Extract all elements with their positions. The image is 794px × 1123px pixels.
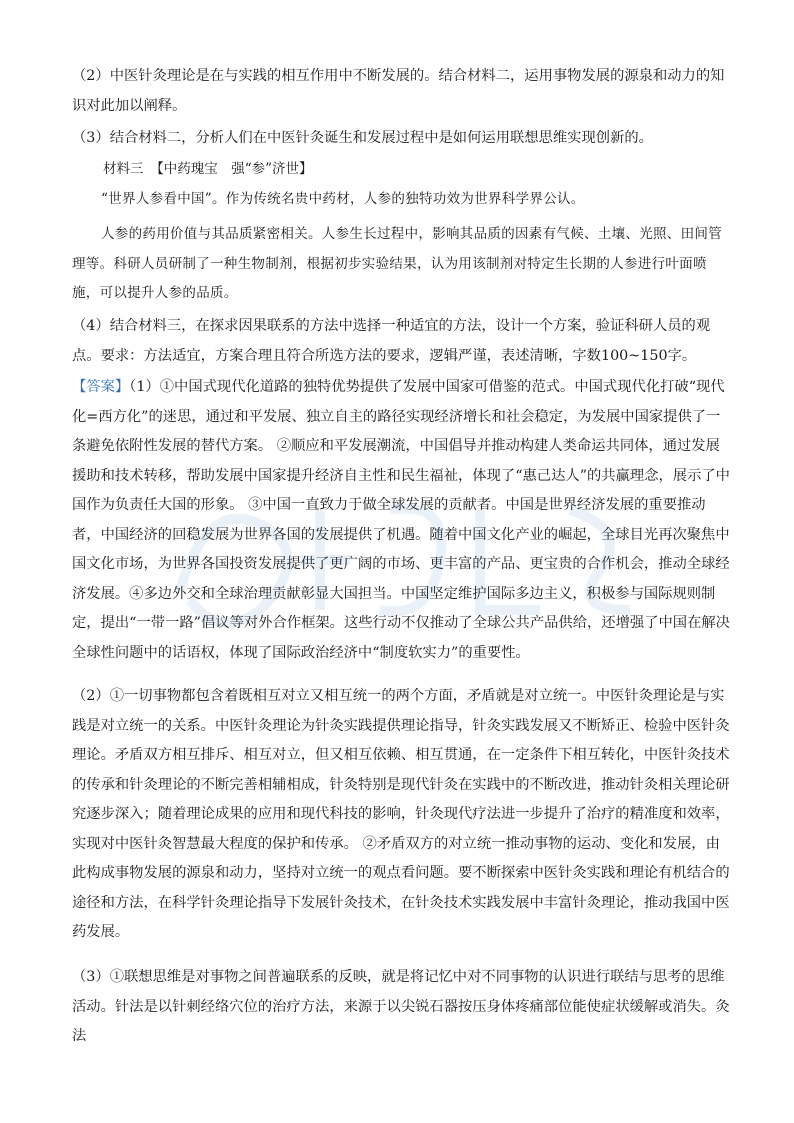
question-4: （4）结合材料三，在探求因果联系的方法中选择一种适宜的方法，设计一个方案，验证科研人员的观点。要求：方法适宜，方案合理且符合所选方法的要求，逻辑严谨，表述清晰，字数100~150字。: [72, 318, 711, 364]
question-3: （3）结合材料二，分析人们在中医针灸诞生和发展过程中是如何运用联想思维实现创新的。: [72, 130, 653, 146]
answer-3: （3）①联想思维是对事物之间普遍联系的反映，就是将记忆中对不同事物的认识进行联结与思考的思维活动。针法是以针刺经络穴位的治疗方法，来源于以尖锐石器按压身体疼痛部位能使症状缓解或消失。灸法: [72, 969, 730, 1044]
answer-tag: 【答案】: [72, 379, 130, 395]
material-3-title: 材料三 【中药瑰宝 强“参”济世】: [103, 161, 313, 177]
question-2: （2）中医针灸理论是在与实践的相互作用中不断发展的。结合材料二，运用事物发展的源泉和动力的知识对此加以阐释。: [72, 68, 725, 114]
material-3-paragraph-2: 人参的药用价值与其品质紧密相关。人参生长过程中，影响其品质的因素有气候、土壤、光照、田间管理等。科研人员研制了一种生物制剂，根据初步实验结果，认为用该制剂对特定生长期的人参进行叶面喷施，可以提升人参的品质。: [72, 226, 722, 301]
material-3-paragraph-1: “世界人参看中国”。作为传统名贵中药材，人参的独特功效为世界科学界公认。: [101, 191, 585, 207]
answer-1-text: （1）①中国式现代化道路的独特优势提供了发展中国家可借鉴的范式。中国式现代化打破“现代化=西方化”的迷思，通过和平发展、独立自主的路径实现经济增长和社会稳定，为发展中国家提供了一条避免依附性发展的替代方案。 ②顺应和平发展潮流，中国倡导并推动构建人类命运共同体，通过发展援助和技术转移，帮助发展中国家提升经济自主性和民生福祉，体现了“惠己达人”的共赢理念，展示了中国作为负责任大国的形象。 ③中国一直致力于做全球发展的贡献者。中国是世界经济发展的重要推动者，中国经济的回稳发展为世界各国的发展提供了机遇。随着中国文化产业的崛起，全球目光再次聚焦中国文化市场，为世界各国投资发展提供了更广阔的市场、更丰富的产品、更宝贵的合作机会，推动全球经济发展。④多边外交和全球治理贡献彰显大国担当。中国坚定维护国际多边主义，积极参与国际规则制定，提出“一带一路”倡议等对外合作框架。这些行动不仅推动了全球公共产品供给，还增强了中国在解决全球性问题中的话语权，体现了国际政治经济中“制度软实力”的重要性。: [72, 379, 730, 661]
answer-2: （2）①一切事物都包含着既相互对立又相互统一的两个方面，矛盾就是对立统一。中医针灸理论是与实践是对立统一的关系。中医针灸理论为针灸实践提供理论指导，针灸实践发展又不断矫正、检验中医针灸理论。矛盾双方相互排斥、相互对立，但又相互依赖、相互贯通，在一定条件下相互转化，中医针灸技术的传承和针灸理论的不断完善相辅相成，针灸特别是现代针灸在实践中的不断改进，推动针灸相关理论研究逐步深入；随着理论成果的应用和现代科技的影响，针灸现代疗法进一步提升了治疗的精准度和效率，实现对中医针灸智慧最大程度的保护和传承。 ②矛盾双方的对立统一推动事物的运动、变化和发展，由此构成事物发展的源泉和动力，坚持对立统一的观点看问题。要不断探索中医针灸实践和理论有机结合的途径和方法，在科学针灸理论指导下发展针灸技术，在针灸技术实践发展中丰富针灸理论，推动我国中医药发展。: [72, 688, 730, 940]
answer-1: [72, 373, 732, 668]
